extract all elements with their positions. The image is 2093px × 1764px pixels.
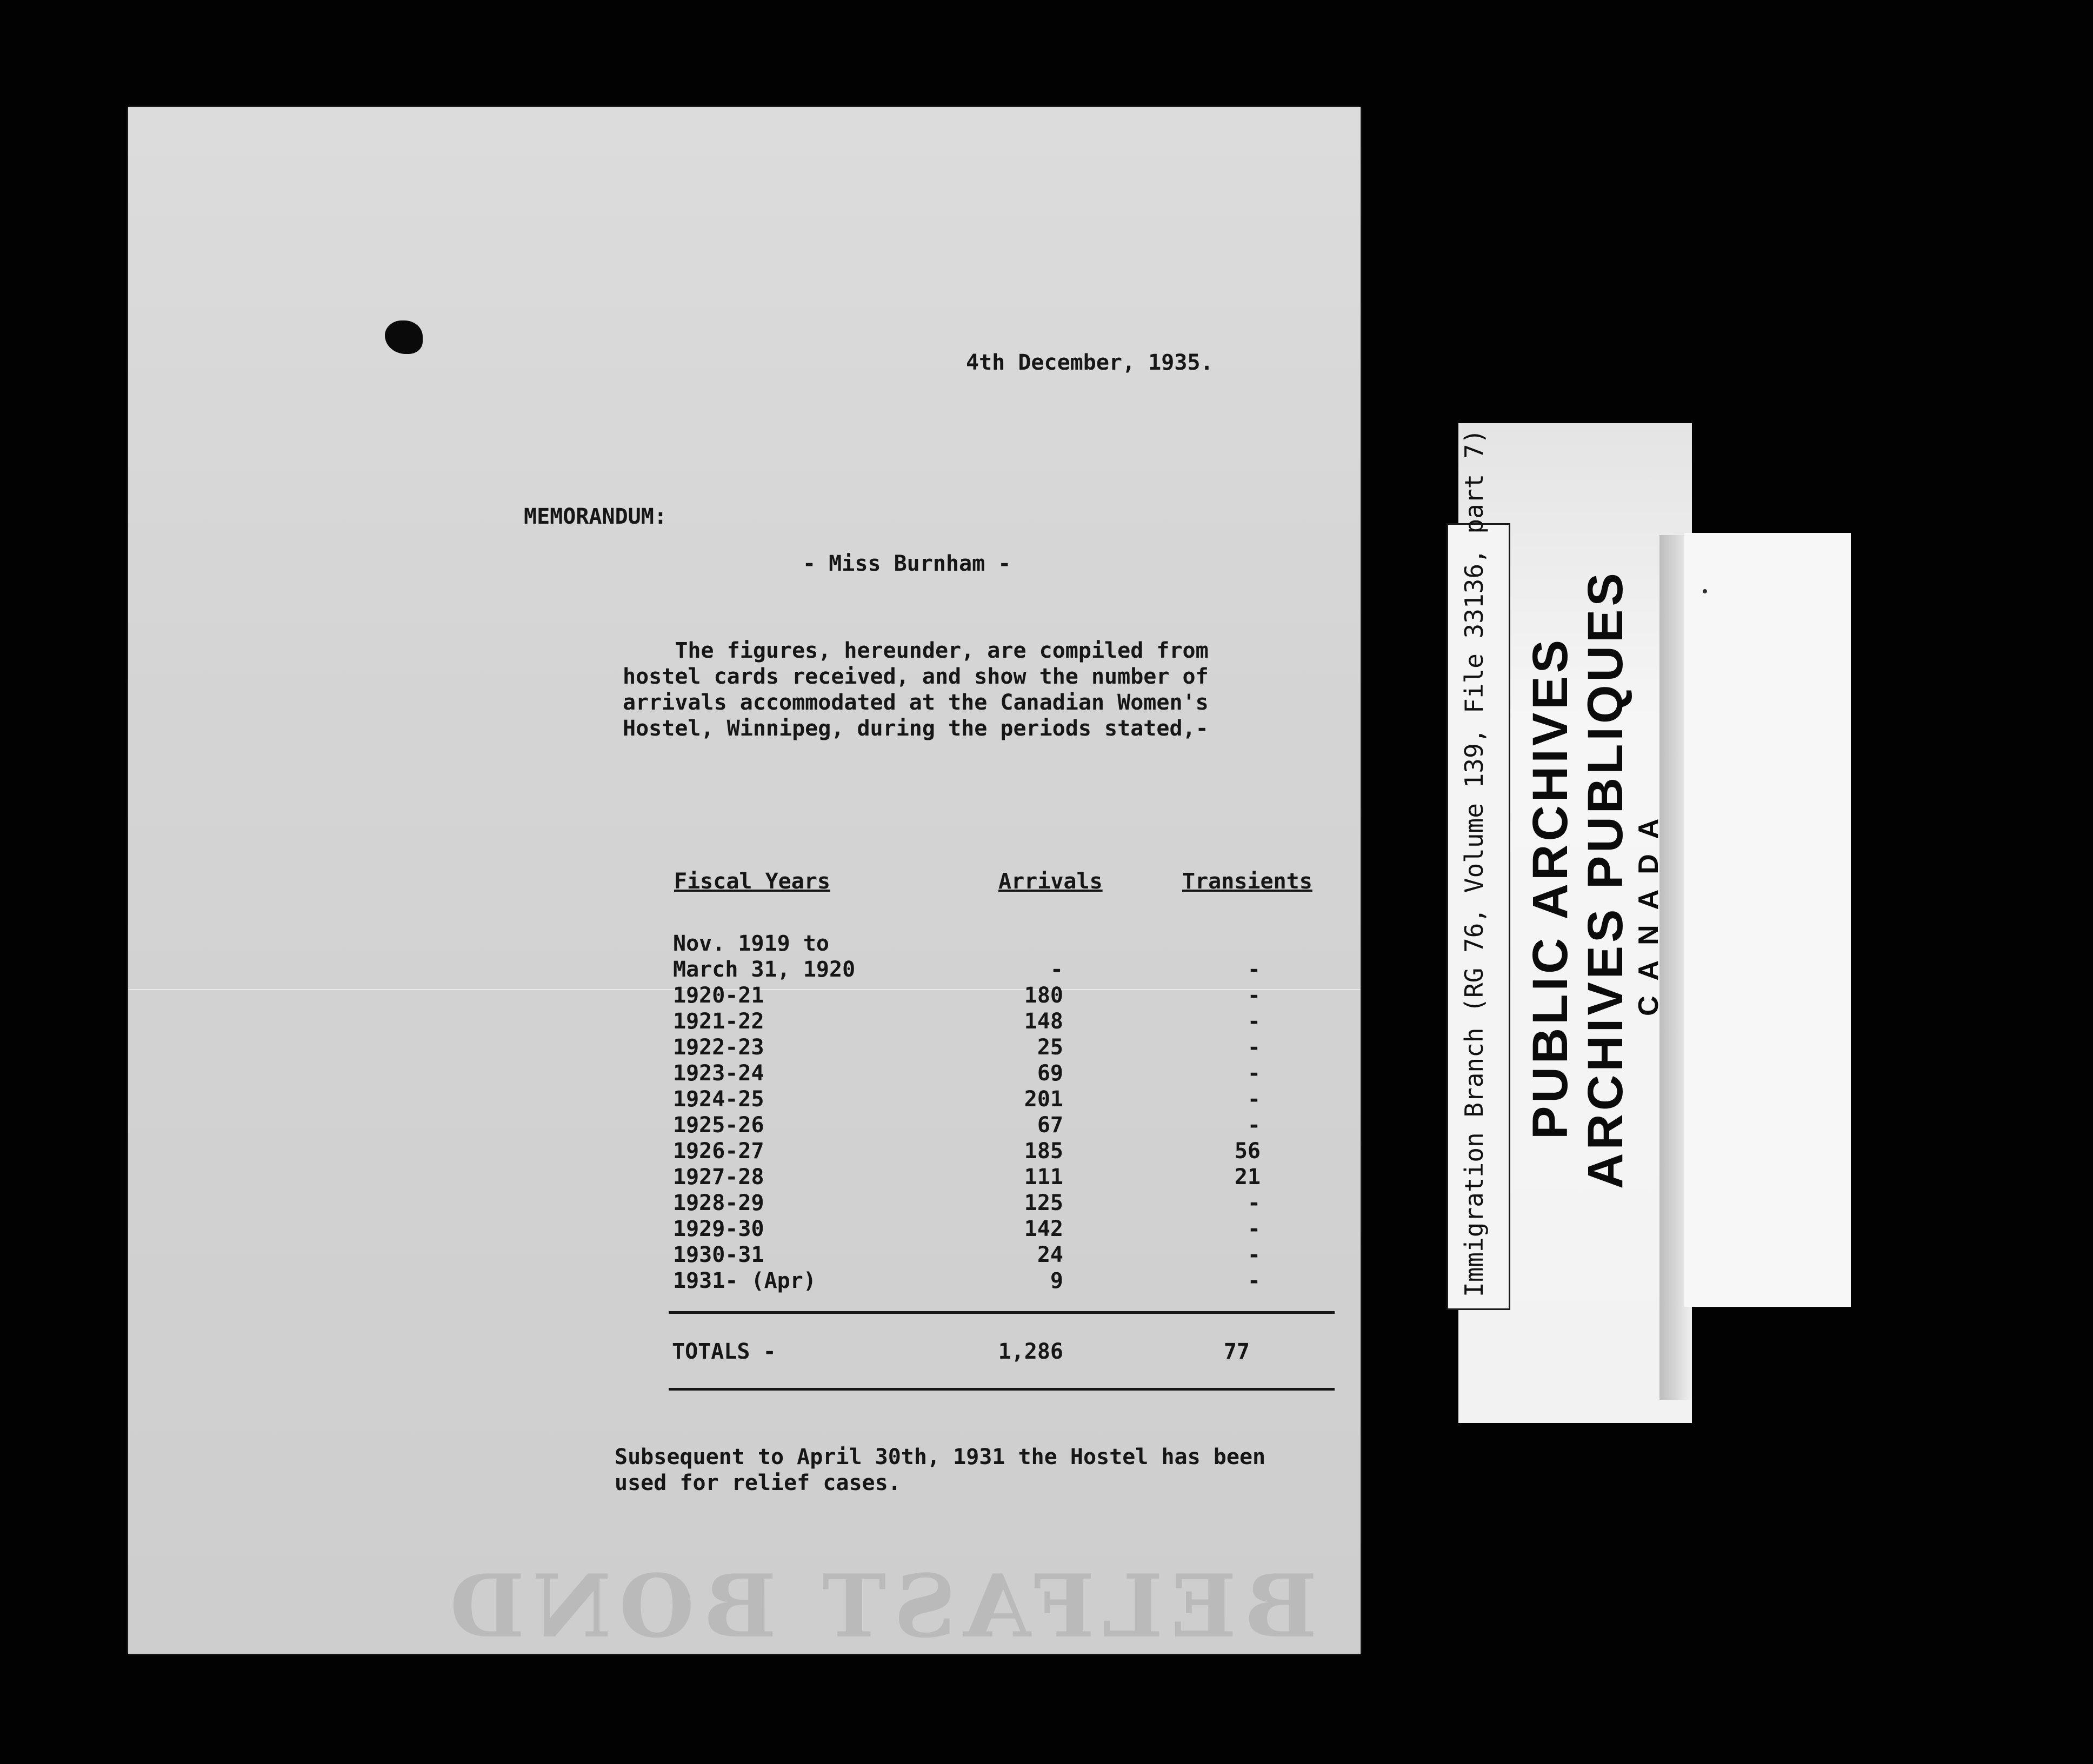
table-row xyxy=(669,1113,1334,1139)
row-arrivals: 9 xyxy=(1050,1268,1063,1293)
table-row xyxy=(669,957,1334,983)
row-arrivals: 142 xyxy=(1024,1217,1063,1241)
memo-footer: Subsequent to April 30th, 1931 the Hostel has been used for relief cases. xyxy=(615,1445,1266,1495)
archive-label-line2: ARCHIVES PUBLIQUES xyxy=(1578,570,1633,1189)
row-transients: - xyxy=(1247,983,1261,1008)
header-arrivals: Arrivals xyxy=(998,869,1103,894)
memo-addressee: - Miss Burnham - xyxy=(803,551,1011,576)
table-row xyxy=(669,1165,1334,1191)
table-row xyxy=(669,1268,1334,1294)
row-year: March 31, 1920 xyxy=(673,957,856,982)
table-row xyxy=(669,983,1334,1009)
row-transients: - xyxy=(1247,1191,1261,1215)
row-arrivals: 69 xyxy=(1037,1061,1063,1086)
table-row xyxy=(669,1242,1334,1268)
memo-date: 4th December, 1935. xyxy=(966,350,1214,375)
row-arrivals: 185 xyxy=(1024,1139,1063,1164)
totals-arrivals: 1,286 xyxy=(998,1339,1063,1364)
row-transients: - xyxy=(1247,1009,1261,1034)
row-transients: - xyxy=(1247,1087,1261,1112)
row-year: 1923-24 xyxy=(673,1061,764,1086)
totals-label: TOTALS - xyxy=(672,1339,776,1364)
row-transients: - xyxy=(1247,1242,1261,1267)
table-row xyxy=(669,1061,1334,1087)
row-year: 1929-30 xyxy=(673,1217,764,1241)
table-row xyxy=(669,1087,1334,1113)
row-year: 1926-27 xyxy=(673,1139,764,1164)
row-arrivals: 125 xyxy=(1024,1191,1063,1215)
watermark: BELFAST BOND xyxy=(442,1555,1317,1657)
row-arrivals: 24 xyxy=(1037,1242,1063,1267)
archive-reference: Immigration Branch (RG 76, Volume 139, File 33136, part 7) xyxy=(1459,429,1489,1297)
table-rule-top xyxy=(669,1311,1335,1314)
row-transients: - xyxy=(1247,1113,1261,1138)
table-row xyxy=(669,1191,1334,1217)
table-row xyxy=(669,1139,1334,1165)
row-arrivals: 201 xyxy=(1024,1087,1063,1112)
table-row xyxy=(669,931,1334,957)
row-year: 1930-31 xyxy=(673,1242,764,1267)
row-transients: - xyxy=(1247,1061,1261,1086)
row-transients: - xyxy=(1247,1268,1261,1293)
header-fiscal-years: Fiscal Years xyxy=(674,869,830,894)
header-transients: Transients xyxy=(1182,869,1312,894)
memo-page xyxy=(128,107,1361,1657)
table-rule-bottom xyxy=(669,1388,1335,1391)
row-arrivals: - xyxy=(1050,957,1063,982)
row-transients: - xyxy=(1247,1035,1261,1060)
row-arrivals: 180 xyxy=(1024,983,1063,1008)
memo-intro: The figures, hereunder, are compiled from hostel cards received, and show the number of arrivals accommodated at the Canadian Women's Hostel, Winnipeg, during the periods stated,- xyxy=(623,638,1209,741)
row-arrivals: 148 xyxy=(1024,1009,1063,1034)
totals-row xyxy=(669,1339,1334,1365)
row-arrivals: 111 xyxy=(1024,1165,1063,1190)
row-transients: - xyxy=(1247,1217,1261,1241)
row-arrivals: 67 xyxy=(1037,1113,1063,1138)
row-year: 1921-22 xyxy=(673,1009,764,1034)
row-year: Nov. 1919 to xyxy=(673,931,829,956)
row-year: 1931- (Apr) xyxy=(673,1268,816,1293)
table-row xyxy=(669,1009,1334,1035)
row-year: 1924-25 xyxy=(673,1087,764,1112)
row-year: 1927-28 xyxy=(673,1165,764,1190)
row-transients: 56 xyxy=(1234,1139,1261,1164)
table-row xyxy=(669,1217,1334,1242)
row-year: 1922-23 xyxy=(673,1035,764,1060)
row-arrivals: 25 xyxy=(1037,1035,1063,1060)
speck xyxy=(1703,589,1707,593)
archive-tab-front xyxy=(1684,533,1851,1307)
row-year: 1925-26 xyxy=(673,1113,764,1138)
ink-smudge xyxy=(385,320,423,354)
table-row xyxy=(669,1035,1334,1061)
row-year: 1920-21 xyxy=(673,983,764,1008)
memo-heading: MEMORANDUM: xyxy=(524,504,667,529)
archive-label-line1: PUBLIC ARCHIVES xyxy=(1523,637,1578,1139)
row-year: 1928-29 xyxy=(673,1191,764,1215)
row-transients: - xyxy=(1247,957,1261,982)
archive-label-line3: CANADA xyxy=(1633,803,1664,1016)
row-transients: 21 xyxy=(1234,1165,1261,1190)
totals-transients: 77 xyxy=(1223,1339,1250,1364)
